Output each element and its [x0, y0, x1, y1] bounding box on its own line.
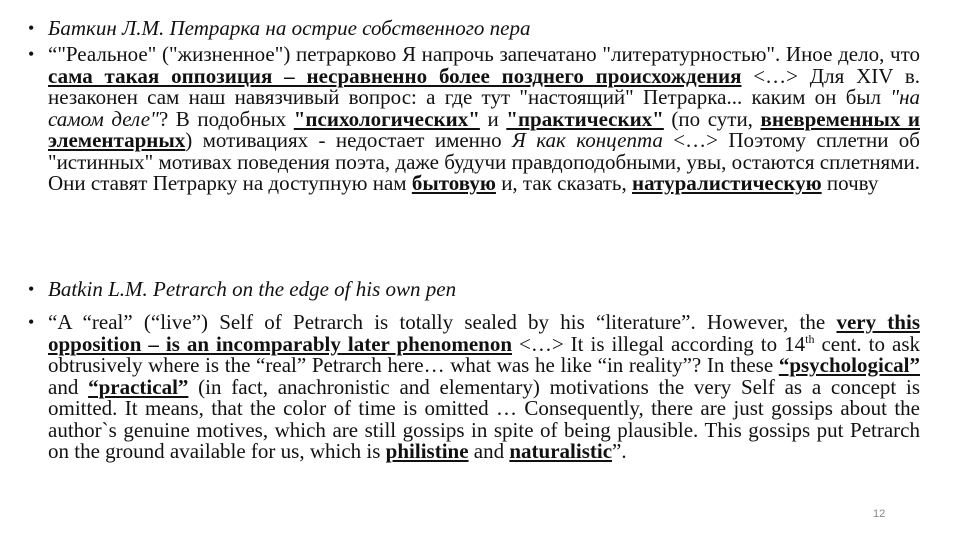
citation-russian: Баткин Л.М. Петрарка на острие собственного пера: [48, 16, 531, 40]
bullet-dot: •: [28, 18, 35, 38]
quote-text: cent. to ask obtrusively where is the “real” Petrarch here… what was he like “in reality”? In these: [48, 331, 920, 377]
bullet-dot: •: [28, 312, 35, 332]
underlined-phrase: "психологических": [293, 106, 480, 131]
quote-text: and: [48, 374, 89, 399]
bullet-citation-russian: [28, 18, 920, 40]
underlined-phrase: very this opposition – is an incomparably later phenomenon: [48, 310, 920, 356]
quote-text: и, так сказать,: [495, 171, 632, 195]
underlined-phrase: naturalistic: [509, 439, 613, 463]
quote-text: ? В подобных: [158, 106, 294, 131]
quote-text: почву: [821, 171, 879, 195]
quote-text: ”.: [612, 439, 627, 463]
underlined-phrase: бытовую: [411, 171, 496, 195]
underlined-phrase: "практических": [506, 106, 664, 131]
underlined-phrase: натуралистическую: [632, 171, 822, 195]
quote-text: ) мотивациях - недостает именно: [185, 128, 513, 152]
italic-phrase: Я как концепта: [512, 128, 663, 152]
quote-text: “A “real” (“live”) Self of Petrarch is totally sealed by his “literature”. However, the: [48, 310, 837, 334]
underlined-phrase: “practical”: [88, 374, 189, 399]
bullet-citation-english: [28, 279, 920, 301]
quote-text: (по сути,: [663, 106, 761, 131]
quote-text: (in fact, anachronistic and elementary) motivations the very Self as a concept is omitted. It means, that the color of time is omitted … Consequently, there are just gossips about the author`s genuine motives, which are still gossips in spite of being plausible. This gossips put Petrarch on the ground available for us, which is: [48, 374, 920, 463]
bullet-dot: •: [28, 279, 35, 299]
quote-text: <…> It is illegal according to 14: [512, 331, 806, 356]
italic-phrase: "на самом деле": [48, 85, 920, 131]
bullet-dot: •: [28, 44, 35, 64]
bullet-quote-russian: [28, 44, 920, 195]
quote-text: <…> Поэтому сплетни об "истинных" мотивах поведения поэта, даже будучи правдоподобными, увы, остаются сплетнями. Они ставят Петрарку на доступную нам: [48, 128, 920, 195]
quote-text: и: [479, 106, 507, 131]
underlined-phrase: philistine: [385, 439, 469, 463]
page-number: 12: [873, 508, 886, 520]
bullet-quote-english: [28, 312, 920, 463]
quote-text: <…> Для XIV в. незаконен сам наш навязчивый вопрос: а где тут "настоящий" Петрарка... каким он был: [48, 63, 920, 109]
underlined-phrase: вневременных и элементарных: [48, 106, 921, 152]
quote-text: “"Реальное" ("жизненное") петрарково Я напрочь запечатано "литературностью". Иное дело, что: [48, 42, 920, 66]
quote-text: and: [468, 439, 510, 463]
citation-english: Batkin L.M. Petrarch on the edge of his own pen: [48, 277, 457, 301]
superscript: th: [805, 331, 815, 346]
underlined-phrase: “psychological”: [778, 353, 920, 377]
underlined-phrase: сама такая оппозиция – несравненно более позднего происхождения: [48, 63, 742, 88]
